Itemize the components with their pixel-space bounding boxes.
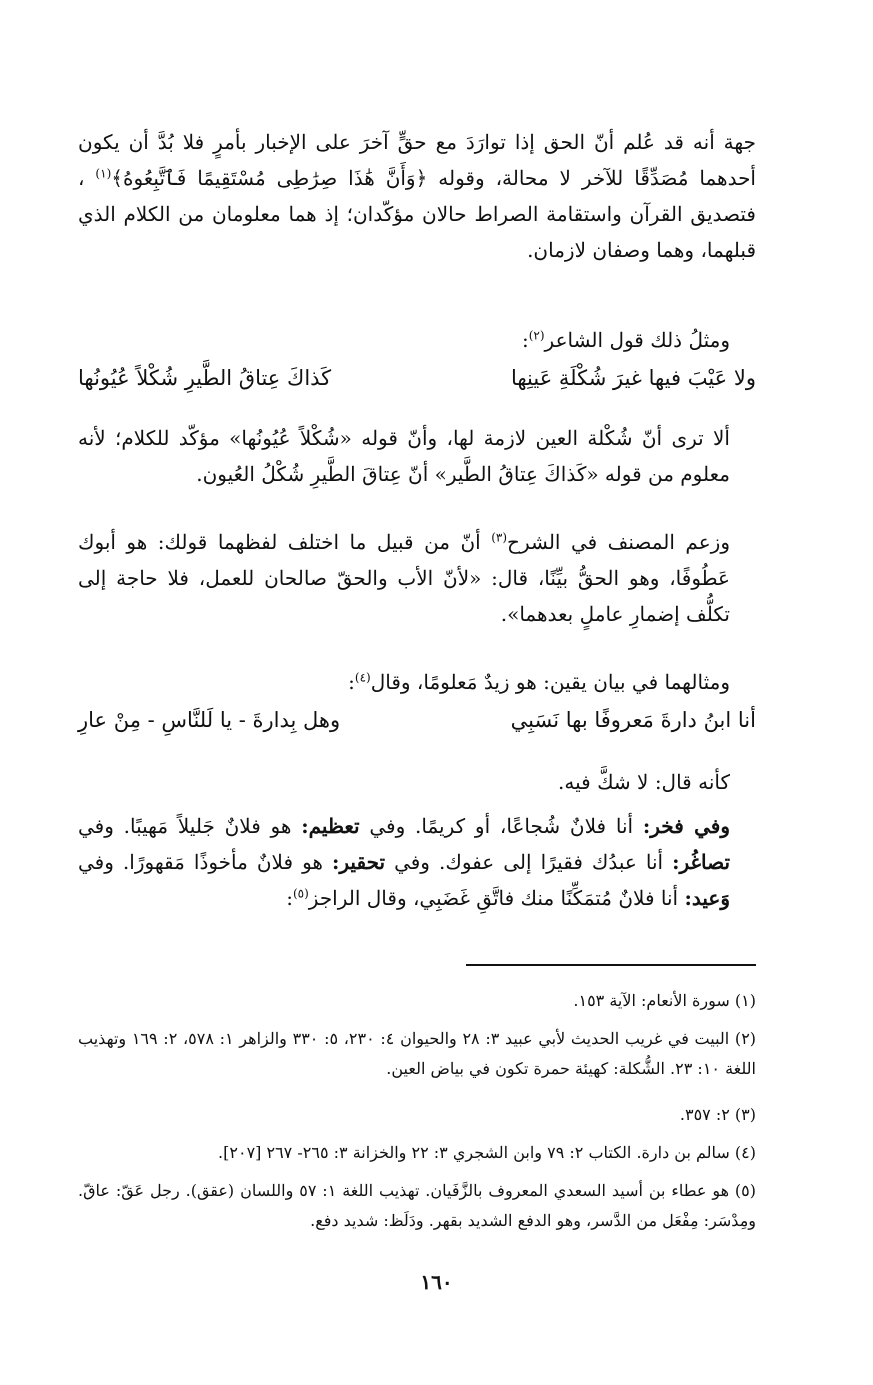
term-threat: وَعيد:: [684, 886, 730, 910]
verse-2-second-hemistich: وهل بِدارةَ - يا لَلنَّاسِ - مِنْ عارِ: [78, 708, 341, 732]
verse-1-second-hemistich: كَذاكَ عِتاقُ الطَّيرِ شُكْلاً عُيُونُها: [78, 366, 332, 390]
verse-1: [78, 366, 756, 406]
paragraph-5: [78, 664, 756, 700]
paragraph-1-continuation: ، فتصديق القرآن واستقامة الصراط حالان مؤكّدان؛ إذ هما معلومان من الكلام الذي قبلهما، وهما وصفان لازمان.: [78, 166, 756, 262]
paragraph-1-text: جهة أنه قد عُلم أنّ الحق إذا توارَدَ مع حقٍّ آخرَ على الإخبار بأمرٍ فلا بُدَّ أن يكون أحدهما مُصَدِّقًا للآخر لا محالة، وقوله ﴿وَأَنَّ هَٰذَا صِرَٰطِى مُسْتَقِيمًا فَٱتَّبِعُوهُ﴾: [78, 130, 756, 190]
paragraph-4-continuation: أنّ من قبيل ما اختلف لفظهما قولك: هو أبوك عَطُوفًا، وهو الحقُّ بيِّنًا، قال: «لأنّ الأب والحقّ صالحان للعمل، فلا حاجة إلى تكلُّف إضمارِ عاملٍ بعدهما».: [78, 530, 730, 626]
verse-2: [78, 708, 756, 748]
paragraph-7-part-4: هو فلانٌ مأخوذًا مَقهورًا. وفي: [78, 850, 323, 874]
paragraph-6: [78, 764, 756, 800]
footnote-2: (٢) البيت في غريب الحديث لأبي عبيد ٣: ٢٨ والحيوان ٤: ٢٣٠، ٥: ٣٣٠ والزاهر ١: ٥٧٨، ٢: ١٦٩ وتهذيب اللغة ١٠: ٢٣. الشُّكلة: كهيئة حمرة تكون في بياض العين.: [78, 1029, 757, 1078]
footnote-divider: [466, 964, 756, 966]
footnote-ref-2: (٢): [528, 328, 545, 343]
footnote-1: (١) سورة الأنعام: الآية ١٥٣.: [573, 991, 756, 1010]
paragraph-2-text: ومثلُ ذلك قول الشاعر: [544, 328, 730, 352]
verse-2-first-hemistich: أنا ابنُ دارةَ مَعروفًا بها نَسَبِي: [510, 708, 756, 732]
term-pride: وفي فخر:: [642, 814, 731, 838]
footnote-ref-4: (٤): [354, 670, 371, 685]
paragraph-2: [78, 322, 756, 358]
paragraph-6-text: كأنه قال: لا شكَّ فيه.: [558, 770, 730, 794]
footnote-4: (٤) سالم بن دارة. الكتاب ٢: ٧٩ وابن الشجري ٣: ٢٢ والخزانة ٣: ٢٦٥- ٢٦٧ [٢٠٧].: [218, 1143, 756, 1162]
page-number: ١٦٠: [420, 1270, 453, 1294]
paragraph-1: [78, 124, 756, 268]
paragraph-4-text: وزعم المصنف في الشرح: [507, 530, 730, 554]
term-glorification: تعظيم:: [301, 814, 360, 838]
paragraph-5-colon: :: [348, 670, 355, 694]
paragraph-7-part-1: أنا فلانٌ شُجاعًا، أو كريمًا. وفي: [369, 814, 634, 838]
paragraph-7-part-3: أنا عبدُك فقيرًا إلى عفوك. وفي: [394, 850, 664, 874]
paragraph-3: [78, 420, 756, 492]
paragraph-7-part-2: هو فلانٌ جَليلاً مَهيبًا. وفي: [78, 814, 292, 838]
footnote-3: (٣) ٢: ٣٥٧.: [679, 1105, 756, 1124]
paragraph-7: [78, 808, 756, 916]
paragraph-2-colon: :: [521, 328, 529, 352]
footnote-ref-3: (٣): [491, 530, 508, 545]
footnote-ref-5: (٥): [292, 886, 309, 901]
paragraph-7-part-5: أنا فلانٌ مُتمَكِّنًا منك فاتَّقِ غَضَبِي، وقال الراجز: [308, 886, 679, 910]
paragraph-7-colon: :: [286, 886, 293, 910]
term-humility: تصاغُر:: [672, 850, 731, 874]
term-disparagement: تحقير:: [332, 850, 386, 874]
footnote-5: (٥) هو عطاء بن أسيد السعدي المعروف بالزَّفَيان. تهذيب اللغة ١: ٥٧ واللسان (عقق). رجل عَقّ: عاقّ. ومِدْسَر: مِفْعَل من الدَّسر، وهو الدفع الشديد بقهر. ودَلَظ: شديد دفع.: [78, 1181, 756, 1230]
footnote-ref-1: (١): [95, 166, 112, 181]
verse-1-first-hemistich: ولا عَيْبَ فيها غيرَ شُكْلَةِ عَينِها: [510, 366, 756, 390]
paragraph-5-text: ومثالهما في بيان يقين: هو زيدٌ مَعلومًا، وقال: [370, 670, 730, 694]
paragraph-4: [78, 524, 756, 632]
paragraph-3-text: ألا ترى أنّ شُكْلة العين لازمة لها، وأنّ قوله «شُكْلاً عُيُونُها» مؤكّد للكلام؛ لأنه معلوم من قوله «كَذاكَ عِتاقُ الطَّير» أنّ عِتاقَ الطَّيرِ شُكْلُ العُيون.: [78, 426, 730, 486]
